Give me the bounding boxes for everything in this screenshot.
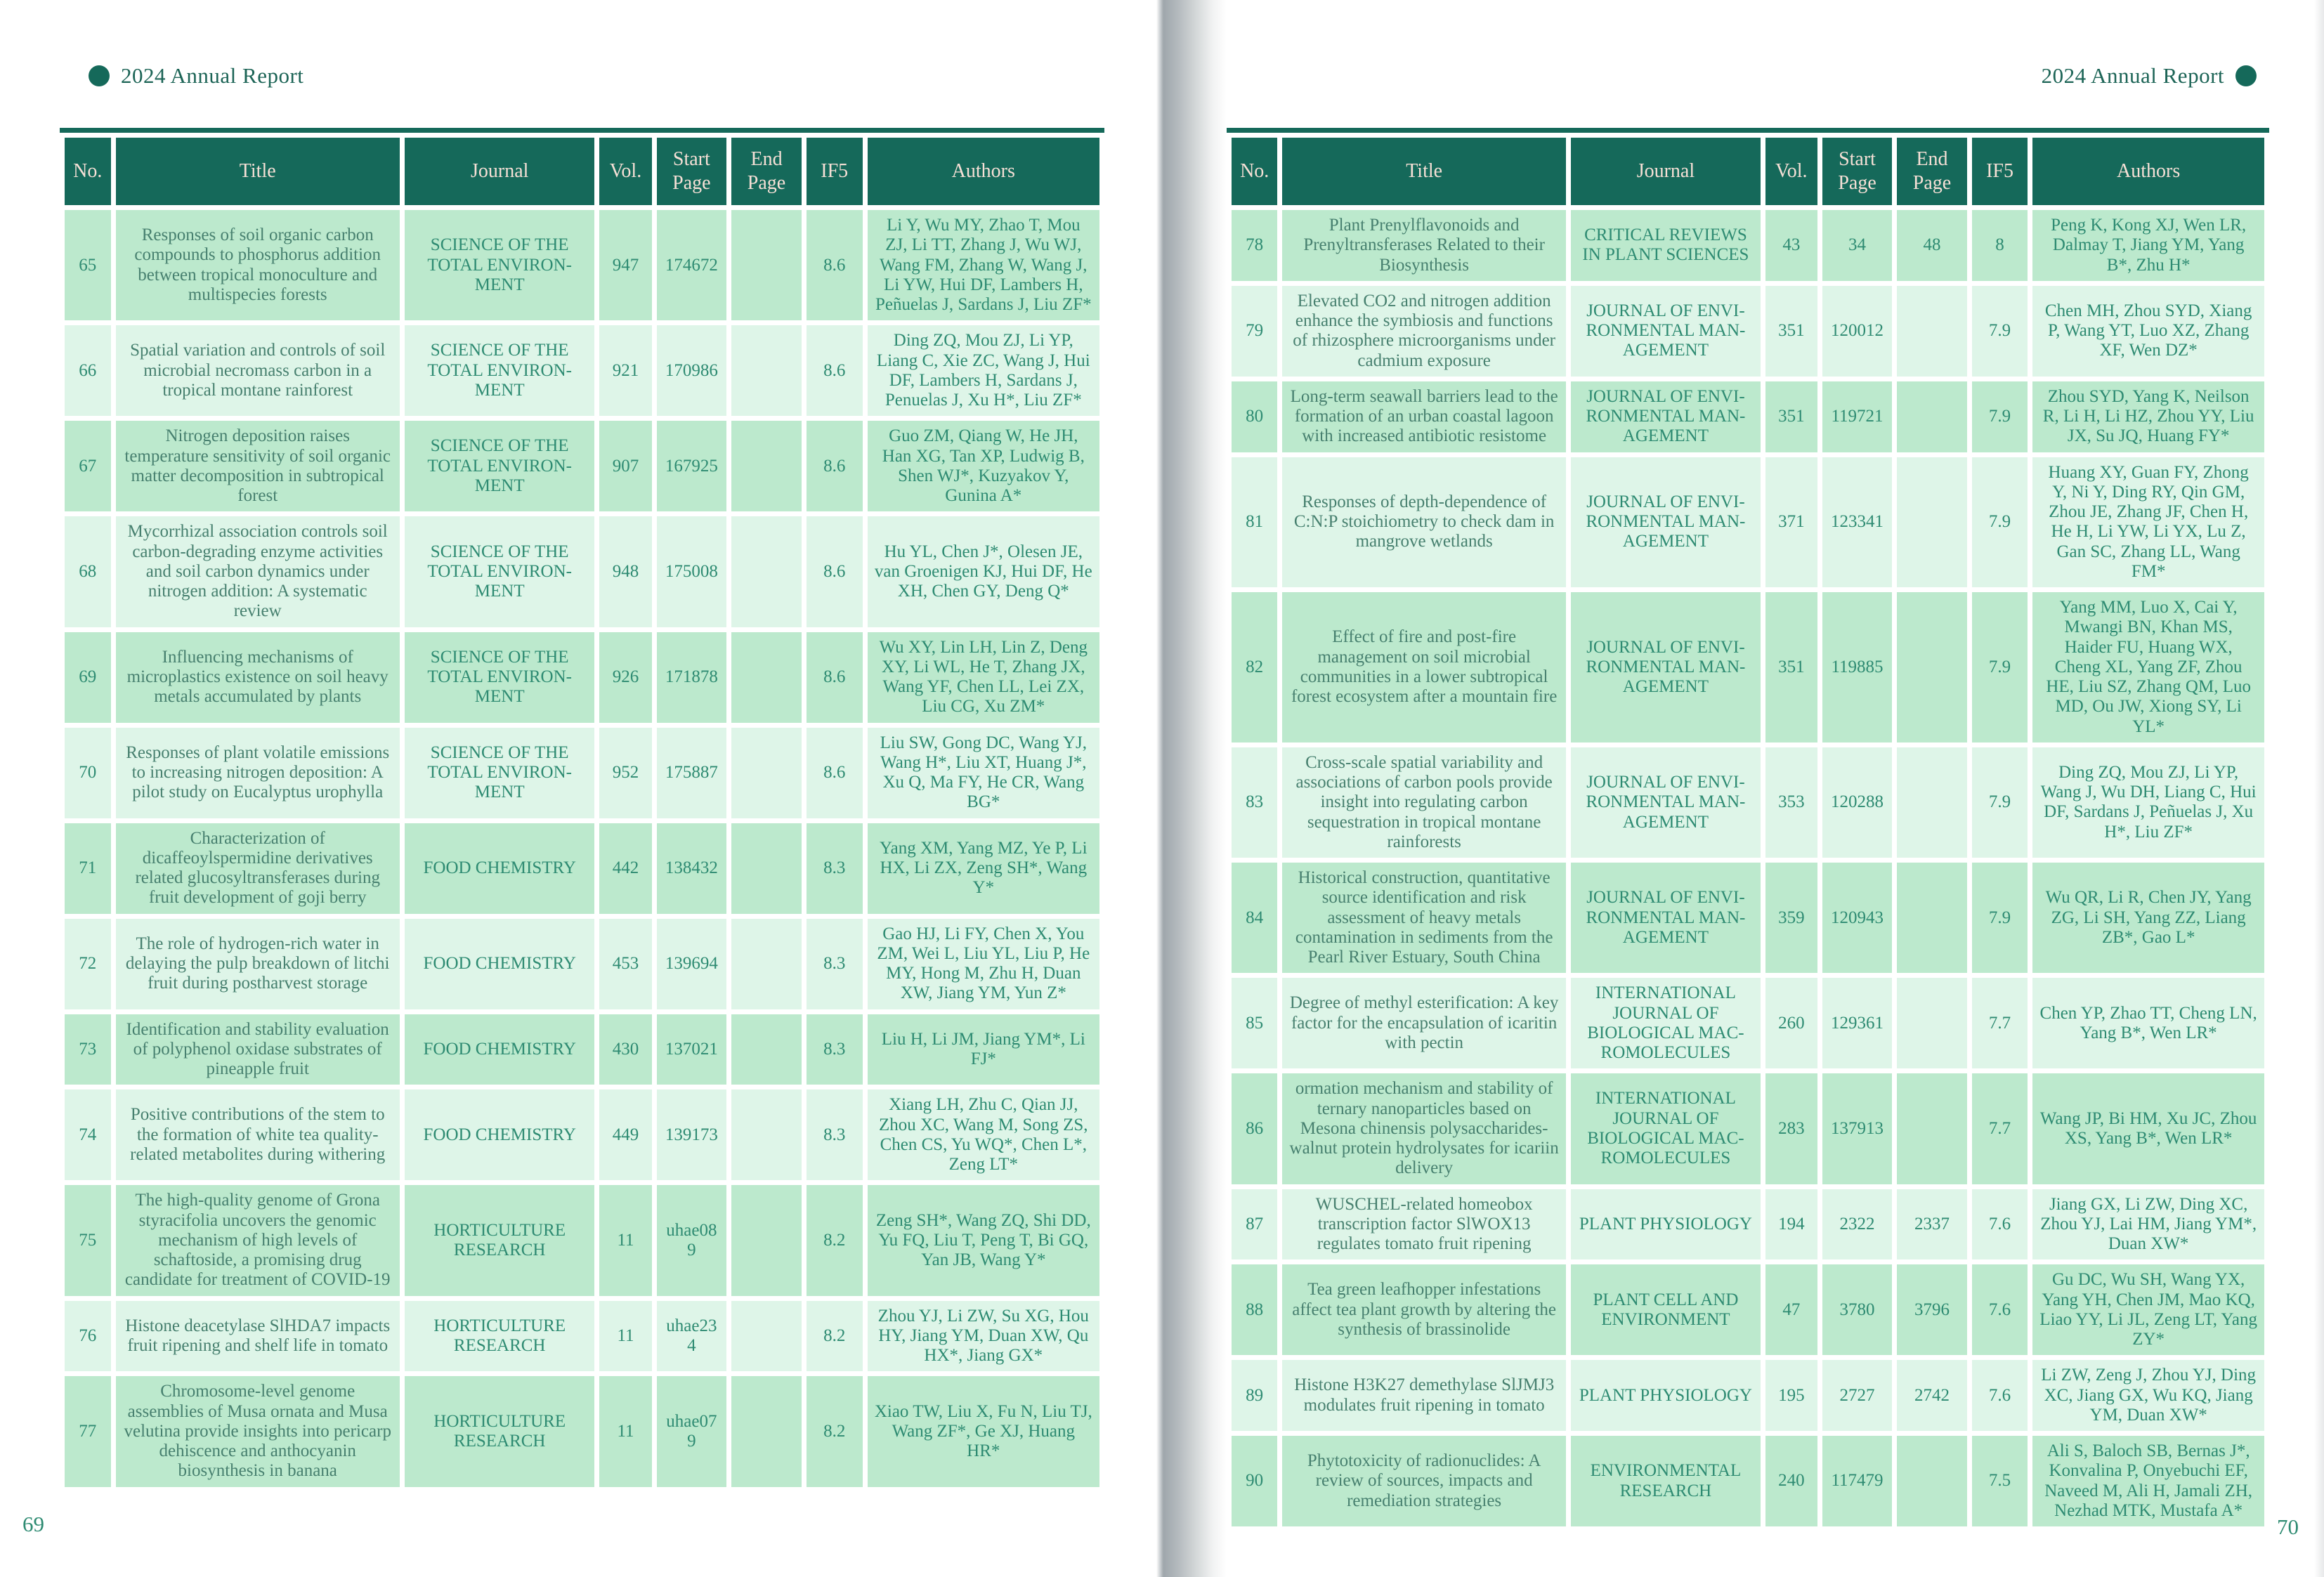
cell-title: Tea green leafhopper infestations affect tea plant growth by altering the synthesis of brassinolide (1282, 1264, 1566, 1355)
cell-title: Identification and stability evaluation of polyphenol oxidase substrates of pineapple fruit (116, 1014, 400, 1085)
cell-if5: 8.6 (807, 325, 863, 416)
cell-authors: Ding ZQ, Mou ZJ, Li YP, Wang J, Wu DH, Liang C, Hui DF, Sardans J, Peñuelas J, Xu H*, Liu ZF* (2032, 747, 2264, 858)
cell-end-page: 3796 (1897, 1264, 1966, 1355)
col-header-no: No. (1232, 138, 1277, 205)
cell-start-page: 167925 (657, 421, 727, 511)
cell-no: 76 (65, 1301, 111, 1372)
cell-no: 90 (1232, 1436, 1277, 1526)
cell-vol: 283 (1765, 1073, 1817, 1184)
cell-end-page (731, 1014, 802, 1085)
cell-vol: 351 (1765, 592, 1817, 742)
cell-start-page: uhae079 (657, 1376, 727, 1486)
publication-row (65, 1089, 1099, 1180)
cell-if5: 7.6 (1972, 1264, 2028, 1355)
cell-if5: 7.7 (1972, 1073, 2028, 1184)
cell-end-page (1897, 286, 1966, 377)
cell-end-page (1897, 457, 1966, 588)
cell-journal: ENVIRONMENTAL RESEARCH (1571, 1436, 1761, 1526)
cell-vol: 371 (1765, 457, 1817, 588)
cell-end-page (731, 1301, 802, 1372)
cell-authors: Ding ZQ, Mou ZJ, Li YP, Liang C, Xie ZC, Wang J, Hui DF, Lambers H, Sardans J, Penuelas J, Xu H*, Liu ZF* (868, 325, 1099, 416)
cell-if5: 7.6 (1972, 1189, 2028, 1260)
cell-title: Degree of methyl esterification: A key factor for the encapsulation of icaritin with pectin (1282, 978, 1566, 1068)
cell-end-page (731, 1376, 802, 1486)
publication-row (65, 728, 1099, 818)
cell-journal: HORTICULTURE RESEARCH (405, 1185, 595, 1295)
cell-vol: 353 (1765, 747, 1817, 858)
cell-end-page (731, 421, 802, 511)
cell-no: 80 (1232, 381, 1277, 452)
cell-end-page (1897, 1073, 1966, 1184)
cell-no: 73 (65, 1014, 111, 1085)
cell-authors: Ali S, Baloch SB, Bernas J*, Konvalina P, Onyebuchi EF, Naveed M, Ali H, Jamali ZH, Nezhad MTK, Mustafa A* (2032, 1436, 2264, 1526)
cell-end-page (1897, 592, 1966, 742)
cell-vol: 926 (599, 632, 651, 723)
report-header-left (89, 63, 303, 89)
cell-journal: FOOD CHEMISTRY (405, 823, 595, 914)
col-header-if5: IF5 (807, 138, 863, 205)
cell-end-page (731, 728, 802, 818)
cell-vol: 43 (1765, 210, 1817, 281)
publication-row (65, 632, 1099, 723)
cell-no: 68 (65, 516, 111, 627)
cell-authors: Gao HJ, Li FY, Chen X, You ZM, Wei L, Liu YL, Liu P, He MY, Hong M, Zhu H, Duan XW, Jiang YM, Yun Z* (868, 919, 1099, 1009)
publication-row (65, 1301, 1099, 1372)
cell-authors: Zeng SH*, Wang ZQ, Shi DD, Yu FQ, Liu T, Peng T, Bi GQ, Yan JB, Wang Y* (868, 1185, 1099, 1295)
cell-start-page: uhae234 (657, 1301, 727, 1372)
cell-start-page: 174672 (657, 210, 727, 320)
publication-row (65, 210, 1099, 320)
cell-authors: Liu H, Li JM, Jiang YM*, Li FJ* (868, 1014, 1099, 1085)
cell-vol: 11 (599, 1301, 651, 1372)
cell-title: Historical construction, quantitative source identification and risk assessment of heavy metals contamination in sediments from the Pearl River Estuary, South China (1282, 863, 1566, 973)
cell-journal: JOURNAL OF ENVI-RONMENTAL MAN-AGEMENT (1571, 747, 1761, 858)
publication-row (1232, 1264, 2264, 1355)
cell-journal: JOURNAL OF ENVI-RONMENTAL MAN-AGEMENT (1571, 381, 1761, 452)
table-header-row (1232, 138, 2264, 205)
cell-end-page: 48 (1897, 210, 1966, 281)
cell-if5: 8.3 (807, 919, 863, 1009)
cell-no: 85 (1232, 978, 1277, 1068)
cell-vol: 260 (1765, 978, 1817, 1068)
cell-authors: Hu YL, Chen J*, Olesen JE, van Groenigen KJ, Hui DF, He XH, Chen GY, Deng Q* (868, 516, 1099, 627)
cell-if5: 8 (1972, 210, 2028, 281)
cell-no: 83 (1232, 747, 1277, 858)
publication-row (65, 1014, 1099, 1085)
cell-journal: PLANT PHYSIOLOGY (1571, 1189, 1761, 1260)
report-title: 2024 Annual Report (2041, 63, 2224, 88)
cell-end-page (731, 823, 802, 914)
cell-no: 88 (1232, 1264, 1277, 1355)
cell-authors: Liu SW, Gong DC, Wang YJ, Wang H*, Liu XT, Huang J*, Xu Q, Ma FY, He CR, Wang BG* (868, 728, 1099, 818)
cell-no: 77 (65, 1376, 111, 1486)
publication-row (65, 1376, 1099, 1486)
cell-vol: 921 (599, 325, 651, 416)
cell-journal: SCIENCE OF THE TOTAL ENVIRON-MENT (405, 632, 595, 723)
cell-end-page (1897, 747, 1966, 858)
cell-end-page (731, 210, 802, 320)
report-bullet-icon (89, 65, 110, 86)
col-header-authors: Authors (2032, 138, 2264, 205)
cell-no: 71 (65, 823, 111, 914)
col-header-end-page: End Page (731, 138, 802, 205)
cell-if5: 8.3 (807, 1014, 863, 1085)
cell-authors: Li ZW, Zeng J, Zhou YJ, Ding XC, Jiang GX, Wu KQ, Jiang YM, Duan XW* (2032, 1360, 2264, 1431)
cell-if5: 8.3 (807, 823, 863, 914)
cell-end-page (1897, 1436, 1966, 1526)
cell-no: 75 (65, 1185, 111, 1295)
cell-vol: 359 (1765, 863, 1817, 973)
col-header-end-page: End Page (1897, 138, 1966, 205)
cell-no: 84 (1232, 863, 1277, 973)
cell-vol: 240 (1765, 1436, 1817, 1526)
cell-title: Chromosome-level genome assemblies of Musa ornata and Musa velutina provide insights into pericarp dehiscence and anthocyanin biosynthesis in banana (116, 1376, 400, 1486)
publication-row (1232, 381, 2264, 452)
cell-vol: 449 (599, 1089, 651, 1180)
cell-if5: 7.9 (1972, 457, 2028, 588)
publication-row (1232, 457, 2264, 588)
cell-end-page (731, 1185, 802, 1295)
cell-no: 79 (1232, 286, 1277, 377)
cell-authors: Wang JP, Bi HM, Xu JC, Zhou XS, Yang B*, Wen LR* (2032, 1073, 2264, 1184)
cell-title: Nitrogen deposition raises temperature sensitivity of soil organic matter decomposition in subtropical forest (116, 421, 400, 511)
cell-journal: FOOD CHEMISTRY (405, 919, 595, 1009)
cell-vol: 453 (599, 919, 651, 1009)
cell-authors: Zhou SYD, Yang K, Neilson R, Li H, Li HZ, Zhou YY, Liu JX, Su JQ, Huang FY* (2032, 381, 2264, 452)
cell-journal: JOURNAL OF ENVI-RONMENTAL MAN-AGEMENT (1571, 286, 1761, 377)
cell-end-page: 2742 (1897, 1360, 1966, 1431)
report-header-right (2042, 63, 2257, 89)
col-header-journal: Journal (405, 138, 595, 205)
cell-title: The role of hydrogen-rich water in delaying the pulp breakdown of litchi fruit during postharvest storage (116, 919, 400, 1009)
cell-no: 70 (65, 728, 111, 818)
cell-journal: PLANT CELL AND ENVIRONMENT (1571, 1264, 1761, 1355)
cell-title: Phytotoxicity of radionuclides: A review of sources, impacts and remediation strategies (1282, 1436, 1566, 1526)
cell-start-page: 120012 (1822, 286, 1892, 377)
publications-table-right (1227, 128, 2269, 1531)
cell-authors: Peng K, Kong XJ, Wen LR, Dalmay T, Jiang YM, Yang B*, Zhu H* (2032, 210, 2264, 281)
cell-title: Cross-scale spatial variability and associations of carbon pools provide insight into regulating carbon sequestration in tropical montane rainforests (1282, 747, 1566, 858)
cell-vol: 47 (1765, 1264, 1817, 1355)
cell-if5: 8.6 (807, 632, 863, 723)
cell-title: Mycorrhizal association controls soil carbon-degrading enzyme activities and soil carbon dynamics under nitrogen addition: A systematic review (116, 516, 400, 627)
cell-if5: 8.3 (807, 1089, 863, 1180)
cell-if5: 7.7 (1972, 978, 2028, 1068)
cell-no: 78 (1232, 210, 1277, 281)
cell-authors: Yang MM, Luo X, Cai Y, Mwangi BN, Khan MS, Haider FU, Huang WX, Cheng XL, Yang ZF, Zhou HE, Liu SZ, Zhang QM, Luo MD, Ou JW, Xiong SY, Li YL* (2032, 592, 2264, 742)
table-top-rule (60, 128, 1104, 133)
cell-authors: Yang XM, Yang MZ, Ye P, Li HX, Li ZX, Zeng SH*, Wang Y* (868, 823, 1099, 914)
cell-journal: HORTICULTURE RESEARCH (405, 1376, 595, 1486)
page-right (1162, 0, 2324, 1577)
cell-journal: SCIENCE OF THE TOTAL ENVIRON-MENT (405, 325, 595, 416)
cell-vol: 351 (1765, 286, 1817, 377)
cell-vol: 194 (1765, 1189, 1817, 1260)
cell-start-page: 139694 (657, 919, 727, 1009)
cell-start-page: 137913 (1822, 1073, 1892, 1184)
publication-row (65, 516, 1099, 627)
cell-vol: 195 (1765, 1360, 1817, 1431)
table-top-rule (1227, 128, 2269, 133)
cell-if5: 8.2 (807, 1301, 863, 1372)
publication-row (1232, 210, 2264, 281)
col-header-if5: IF5 (1972, 138, 2028, 205)
cell-title: Long-term seawall barriers lead to the formation of an urban coastal lagoon with increased antibiotic resistome (1282, 381, 1566, 452)
cell-start-page: 120288 (1822, 747, 1892, 858)
publications-table (60, 133, 1104, 1492)
cell-title: WUSCHEL-related homeobox transcription factor SlWOX13 regulates tomato fruit ripening (1282, 1189, 1566, 1260)
cell-journal: HORTICULTURE RESEARCH (405, 1301, 595, 1372)
cell-authors: Huang XY, Guan FY, Zhong Y, Ni Y, Ding RY, Qin GM, Zhou JE, Zhang JF, Chen H, He H, Li YW, Li YX, Lu Z, Gan SC, Zhang LL, Wang FM* (2032, 457, 2264, 588)
cell-if5: 8.6 (807, 516, 863, 627)
cell-vol: 952 (599, 728, 651, 818)
cell-start-page: 138432 (657, 823, 727, 914)
cell-no: 69 (65, 632, 111, 723)
cell-vol: 907 (599, 421, 651, 511)
cell-journal: SCIENCE OF THE TOTAL ENVIRON-MENT (405, 516, 595, 627)
col-header-title: Title (1282, 138, 1566, 205)
cell-if5: 7.5 (1972, 1436, 2028, 1526)
cell-if5: 8.6 (807, 421, 863, 511)
cell-title: Histone H3K27 demethylase SlJMJ3 modulates fruit ripening in tomato (1282, 1360, 1566, 1431)
cell-start-page: 137021 (657, 1014, 727, 1085)
col-header-start-page: Start Page (1822, 138, 1892, 205)
cell-title: Responses of plant volatile emissions to increasing nitrogen deposition: A pilot study on Eucalyptus urophylla (116, 728, 400, 818)
col-header-start-page: Start Page (657, 138, 727, 205)
publication-row (1232, 286, 2264, 377)
publication-row (65, 325, 1099, 416)
cell-end-page (1897, 863, 1966, 973)
cell-no: 86 (1232, 1073, 1277, 1184)
cell-vol: 430 (599, 1014, 651, 1085)
cell-journal: FOOD CHEMISTRY (405, 1014, 595, 1085)
cell-end-page (731, 325, 802, 416)
cell-title: Elevated CO2 and nitrogen addition enhance the symbiosis and functions of rhizosphere microorganisms under cadmium exposure (1282, 286, 1566, 377)
cell-start-page: 171878 (657, 632, 727, 723)
cell-vol: 11 (599, 1376, 651, 1486)
cell-no: 67 (65, 421, 111, 511)
publication-row (1232, 1360, 2264, 1431)
cell-authors: Zhou YJ, Li ZW, Su XG, Hou HY, Jiang YM, Duan XW, Qu HX*, Jiang GX* (868, 1301, 1099, 1372)
cell-start-page: 2727 (1822, 1360, 1892, 1431)
cell-authors: Gu DC, Wu SH, Wang YX, Yang YH, Chen JM, Mao KQ, Liao YY, Li JL, Zeng LT, Yang ZY* (2032, 1264, 2264, 1355)
cell-title: Responses of soil organic carbon compounds to phosphorus addition between tropical monoculture and multispecies forests (116, 210, 400, 320)
cell-vol: 947 (599, 210, 651, 320)
cell-if5: 7.9 (1972, 747, 2028, 858)
cell-journal: JOURNAL OF ENVI-RONMENTAL MAN-AGEMENT (1571, 457, 1761, 588)
cell-vol: 948 (599, 516, 651, 627)
cell-start-page: 175887 (657, 728, 727, 818)
cell-authors: Chen YP, Zhao TT, Cheng LN, Yang B*, Wen LR* (2032, 978, 2264, 1068)
report-bullet-icon (2235, 65, 2257, 86)
cell-authors: Guo ZM, Qiang W, He JH, Han XG, Tan XP, Ludwig B, Shen WJ*, Kuzyakov Y, Gunina A* (868, 421, 1099, 511)
cell-journal: SCIENCE OF THE TOTAL ENVIRON-MENT (405, 728, 595, 818)
cell-end-page (731, 632, 802, 723)
cell-title: Histone deacetylase SlHDA7 impacts fruit ripening and shelf life in tomato (116, 1301, 400, 1372)
cell-authors: Chen MH, Zhou SYD, Xiang P, Wang YT, Luo XZ, Zhang XF, Wen DZ* (2032, 286, 2264, 377)
report-title: 2024 Annual Report (121, 63, 304, 88)
cell-start-page: 175008 (657, 516, 727, 627)
cell-title: Positive contributions of the stem to the formation of white tea quality-related metabolites during withering (116, 1089, 400, 1180)
cell-title: Influencing mechanisms of microplastics existence on soil heavy metals accumulated by plants (116, 632, 400, 723)
cell-end-page (731, 919, 802, 1009)
cell-if5: 7.9 (1972, 381, 2028, 452)
cell-if5: 7.9 (1972, 592, 2028, 742)
cell-journal: SCIENCE OF THE TOTAL ENVIRON-MENT (405, 210, 595, 320)
cell-if5: 8.6 (807, 210, 863, 320)
cell-start-page: 34 (1822, 210, 1892, 281)
cell-if5: 7.9 (1972, 863, 2028, 973)
cell-title: ormation mechanism and stability of ternary nanoparticles based on Mesona chinensis polysaccharides-walnut protein hydrolysates for icariin delivery (1282, 1073, 1566, 1184)
cell-if5: 8.6 (807, 728, 863, 818)
col-header-no: No. (65, 138, 111, 205)
cell-journal: FOOD CHEMISTRY (405, 1089, 595, 1180)
cell-title: Effect of fire and post-fire management on soil microbial communities in a lower subtropical forest ecosystem after a mountain fire (1282, 592, 1566, 742)
cell-title: The high-quality genome of Grona styracifolia uncovers the genomic mechanism of high levels of schaftoside, a promising drug candidate for treatment of COVID-19 (116, 1185, 400, 1295)
cell-authors: Wu XY, Lin LH, Lin Z, Deng XY, Li WL, He T, Zhang JX, Wang YF, Chen LL, Lei ZX, Liu CG, Xu ZM* (868, 632, 1099, 723)
cell-end-page (1897, 381, 1966, 452)
cell-start-page: uhae089 (657, 1185, 727, 1295)
cell-start-page: 129361 (1822, 978, 1892, 1068)
cell-title: Characterization of dicaffeoylspermidine derivatives related glucosyltransferases during fruit development of goji berry (116, 823, 400, 914)
cell-start-page: 119721 (1822, 381, 1892, 452)
col-header-authors: Authors (868, 138, 1099, 205)
publication-row (1232, 592, 2264, 742)
cell-end-page: 2337 (1897, 1189, 1966, 1260)
publication-row (65, 823, 1099, 914)
cell-end-page (1897, 978, 1966, 1068)
cell-journal: CRITICAL REVIEWS IN PLANT SCIENCES (1571, 210, 1761, 281)
cell-no: 74 (65, 1089, 111, 1180)
page-number-left: 69 (22, 1512, 44, 1536)
cell-vol: 442 (599, 823, 651, 914)
cell-journal: JOURNAL OF ENVI-RONMENTAL MAN-AGEMENT (1571, 863, 1761, 973)
cell-if5: 7.9 (1972, 286, 2028, 377)
cell-start-page: 3780 (1822, 1264, 1892, 1355)
publication-row (1232, 1436, 2264, 1526)
page-number-right: 70 (2277, 1514, 2299, 1539)
cell-no: 89 (1232, 1360, 1277, 1431)
cell-if5: 7.6 (1972, 1360, 2028, 1431)
cell-authors: Xiang LH, Zhu C, Qian JJ, Zhou XC, Wang M, Song ZS, Chen CS, Yu WQ*, Chen L*, Zeng LT* (868, 1089, 1099, 1180)
cell-vol: 351 (1765, 381, 1817, 452)
cell-title: Responses of depth-dependence of C:N:P stoichiometry to check dam in mangrove wetlands (1282, 457, 1566, 588)
cell-end-page (731, 1089, 802, 1180)
table-header-row (65, 138, 1099, 205)
cell-no: 81 (1232, 457, 1277, 588)
cell-start-page: 2322 (1822, 1189, 1892, 1260)
cell-start-page: 120943 (1822, 863, 1892, 973)
cell-if5: 8.2 (807, 1185, 863, 1295)
cell-end-page (731, 516, 802, 627)
cell-if5: 8.2 (807, 1376, 863, 1486)
cell-authors: Li Y, Wu MY, Zhao T, Mou ZJ, Li TT, Zhang J, Wu WJ, Wang FM, Zhang W, Wang J, Li YW, Hui DF, Lambers H, Peñuelas J, Sardans J, Liu ZF* (868, 210, 1099, 320)
cell-authors: Jiang GX, Li ZW, Ding XC, Zhou YJ, Lai HM, Jiang YM*, Duan XW* (2032, 1189, 2264, 1260)
col-header-journal: Journal (1571, 138, 1761, 205)
cell-start-page: 123341 (1822, 457, 1892, 588)
col-header-vol: Vol. (599, 138, 651, 205)
cell-start-page: 139173 (657, 1089, 727, 1180)
cell-vol: 11 (599, 1185, 651, 1295)
cell-no: 72 (65, 919, 111, 1009)
publication-row (1232, 863, 2264, 973)
publication-row (1232, 978, 2264, 1068)
cell-journal: PLANT PHYSIOLOGY (1571, 1360, 1761, 1431)
publications-table (1227, 133, 2269, 1531)
publication-row (1232, 1189, 2264, 1260)
cell-start-page: 117479 (1822, 1436, 1892, 1526)
publication-row (65, 1185, 1099, 1295)
publication-row (65, 421, 1099, 511)
col-header-title: Title (116, 138, 400, 205)
cell-start-page: 170986 (657, 325, 727, 416)
cell-journal: JOURNAL OF ENVI-RONMENTAL MAN-AGEMENT (1571, 592, 1761, 742)
cell-title: Spatial variation and controls of soil microbial necromass carbon in a tropical montane rainforest (116, 325, 400, 416)
col-header-vol: Vol. (1765, 138, 1817, 205)
publication-row (65, 919, 1099, 1009)
cell-no: 65 (65, 210, 111, 320)
cell-journal: INTERNATIONAL JOURNAL OF BIOLOGICAL MAC-ROMOLECULES (1571, 978, 1761, 1068)
publication-row (1232, 1073, 2264, 1184)
cell-journal: INTERNATIONAL JOURNAL OF BIOLOGICAL MAC-ROMOLECULES (1571, 1073, 1761, 1184)
cell-no: 87 (1232, 1189, 1277, 1260)
cell-no: 66 (65, 325, 111, 416)
cell-authors: Xiao TW, Liu X, Fu N, Liu TJ, Wang ZF*, Ge XJ, Huang HR* (868, 1376, 1099, 1486)
cell-title: Plant Prenylflavonoids and Prenyltransferases Related to their Biosynthesis (1282, 210, 1566, 281)
cell-authors: Wu QR, Li R, Chen JY, Yang ZG, Li SH, Yang ZZ, Liang ZB*, Gao L* (2032, 863, 2264, 973)
publication-row (1232, 747, 2264, 858)
cell-no: 82 (1232, 592, 1277, 742)
cell-journal: SCIENCE OF THE TOTAL ENVIRON-MENT (405, 421, 595, 511)
publications-table-left (60, 128, 1104, 1492)
cell-start-page: 119885 (1822, 592, 1892, 742)
